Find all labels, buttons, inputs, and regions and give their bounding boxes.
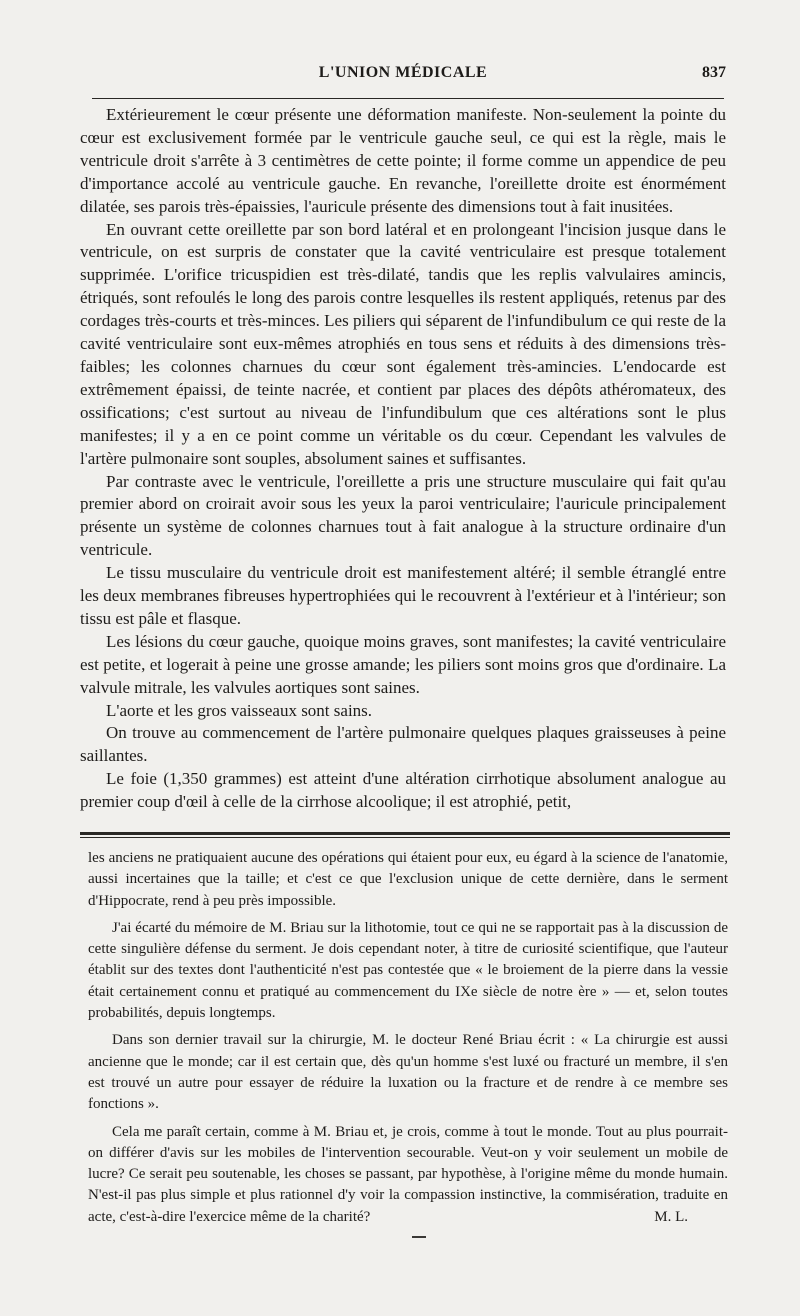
feuilleton-separator-rule (80, 832, 730, 838)
main-text-column (80, 104, 726, 814)
feuilleton-text (88, 848, 728, 1228)
note-paragraph-final (88, 1122, 728, 1228)
running-title: L'UNION MÉDICALE (318, 64, 488, 81)
paragraph: Le foie (1,350 grammes) est atteint d'une altération cirrhotique absolument analogue au premier coup d'œil à celle de la cirrhose alcoolique; il est atrophié, petit, (80, 769, 726, 812)
paragraph: Les lésions du cœur gauche, quoique moins graves, sont manifestes; la cavité ventriculaire est petite, et logerait à peine une grosse amande; les piliers sont moins gros que d'ordinaire. La valvule mitrale, les valvules aortiques sont saines. (80, 631, 726, 697)
note-paragraph: Dans son dernier travail sur la chirurgie, M. le docteur René Briau écrit : « La chirurgie est aussi ancienne que le monde; car il est certain que, dès qu'un homme s'est luxé ou fracturé un membre, il s'en est trouvé un autre pour essayer de réduire la luxation ou la fracture et de rendre à ce membre ses fonctions ». (88, 1032, 728, 1113)
paragraph: On trouve au commencement de l'artère pulmonaire quelques plaques graisseuses à peine saillantes. (80, 723, 726, 766)
bottom-dash-mark (412, 1236, 426, 1238)
note-paragraph: Cela me paraît certain, comme à M. Briau et, je crois, comme à tout le monde. Tout au plus pourrait-on différer d'avis sur les mobiles de l'intervention secourable. Veut-on y voir seulement un mobile de lucre? Ce serait peu soutenable, les choses se passant, par hypothèse, à l'origine même du monde humain. N'est-il pas plus simple et plus rationnel d'y voir la compassion instinctive, la commisération, traduite en acte, c'est-à-dire l'exercice même de la charité? (88, 1123, 728, 1225)
paragraph: Par contraste avec le ventricule, l'oreillette a pris une structure musculaire qui fait qu'au premier abord on croirait avoir sous les yeux la paroi ventriculaire; l'auricule principalement présente un système de colonnes charnues tout à fait analogue à la structure ordinaire d'un ventricule. (80, 471, 726, 560)
page-header (80, 64, 726, 88)
note-paragraph: J'ai écarté du mémoire de M. Briau sur la lithotomie, tout ce qui ne se rapportait pas à la discussion de cette singulière défense du serment. Je dois cependant noter, à titre de curiosité scientifique, que l'auteur établit sur des textes dont l'authenticité n'est pas contestée que « le broiement de la pierre dans la vessie était certainement connu et pratiqué au commencement du IXe siècle de notre ère » — et, selon toutes probabilités, depuis longtemps. (88, 919, 728, 1022)
header-rule (92, 98, 724, 99)
paragraph: L'aorte et les gros vaisseaux sont sains. (106, 700, 373, 720)
paragraph: Extérieurement le cœur présente une déformation manifeste. Non-seulement la pointe du cœur est exclusivement formée par le ventricule gauche seul, ce qui est la règle, mais le ventricule droit s'arrête à 3 centimètres de cette pointe; il forme comme un appendice de peu d'importance accolé au ventricule gauche. En revanche, l'oreillette droite est énormément dilatée, ses parois très-épaissies, l'auricule présente des dimensions tout à fait inusitées. (80, 105, 726, 216)
paragraph: En ouvrant cette oreillette par son bord latéral et en prolongeant l'incision jusque dans le ventricule, on est surpris de constater que la cavité ventriculaire est presque totalement supprimée. L'orifice tricuspidien est très-dilaté, tandis que les replis valvulaires amincis, étriqués, sont refoulés le long des parois contre lesquelles ils restent appliqués, retenus par des cordages très-courts et très-minces. Les piliers qui séparent de l'infundibulum ce qui reste de la cavité ventriculaire sont eux-mêmes atrophiés en tous sens et réduits à des dimensions très-faibles; les colonnes charnues du cœur sont également très-amincies. L'endocarde est extrêmement épaissi, de teinte nacrée, et contient par places des dépôts athéromateux, des ossifications; c'est surtout au niveau de l'infundibulum que ces altérations sont le plus manifestes; il y a en ce point comme un véritable os du cœur. Cependant les valvules de l'artère pulmonaire sont souples, absolument saines et suffisantes. (80, 219, 726, 468)
author-signature: M. L. (654, 1208, 688, 1225)
page-number: 837 (702, 64, 726, 81)
note-paragraph: les anciens ne pratiquaient aucune des opérations qui étaient pour eux, eu égard à la science de l'anatomie, aussi incertaines que la taille; et c'est ce que l'exclusion unique de cette dernière, dans le serment d'Hippocrate, rend à peu près impossible. (88, 850, 728, 909)
paragraph: Le tissu musculaire du ventricule droit est manifestement altéré; il semble étranglé entre les deux membranes fibreuses hypertrophiées qui le recouvrent à l'extérieur et à l'intérieur; son tissu est pâle et flasque. (80, 563, 726, 628)
